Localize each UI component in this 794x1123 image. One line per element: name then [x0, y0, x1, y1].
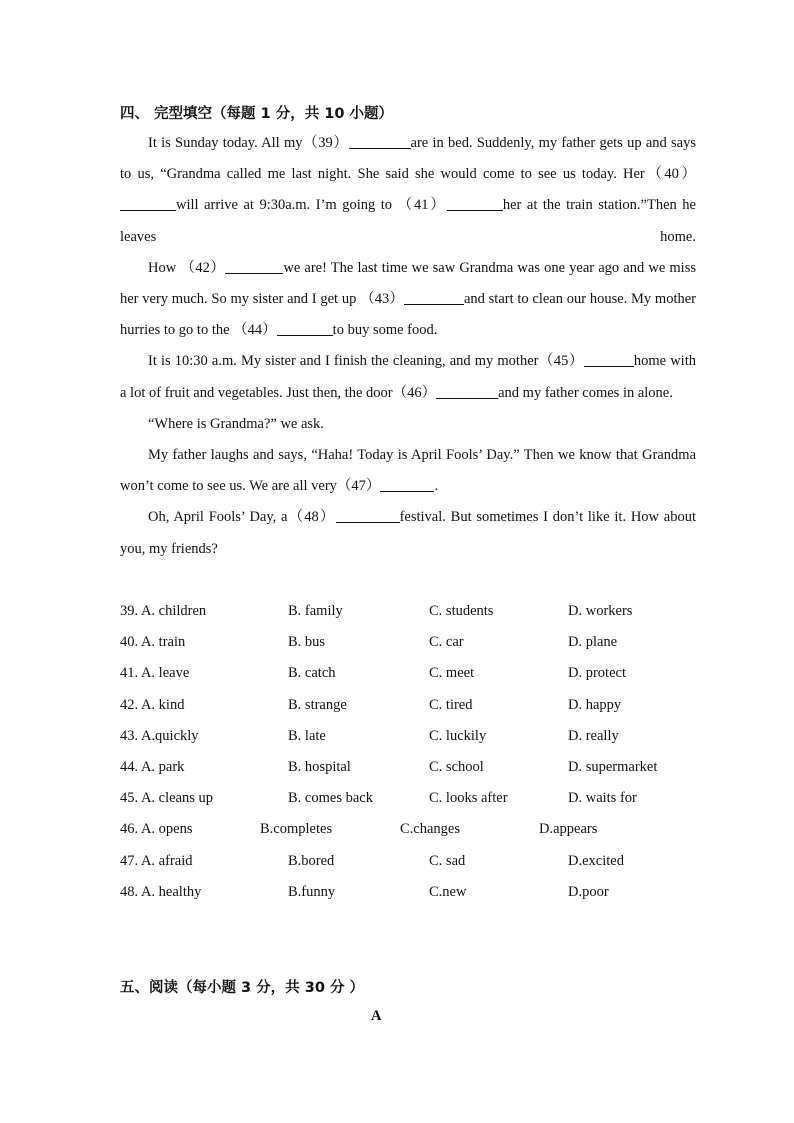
passage-text: her at the train station.”Then he leaves home. — [120, 197, 696, 245]
blank-41 — [447, 195, 503, 211]
passage-text: . — [434, 478, 439, 495]
option-b: B.completes — [260, 821, 333, 838]
option-d: D. protect — [568, 665, 626, 682]
option-b: B.bored — [288, 852, 335, 869]
option-c: C. looks after — [429, 790, 508, 807]
passage-text: It is 10:30 a.m. My sister and I finish the cleaning, and my mother（45） — [148, 353, 584, 370]
blank-43 — [404, 289, 464, 305]
option-d: D.appears — [539, 821, 598, 838]
option-d: D. waits for — [568, 790, 637, 807]
blank-45 — [584, 351, 634, 367]
blank-47 — [380, 476, 434, 492]
option-c: C. meet — [429, 665, 475, 682]
passage-text: It is Sunday today. All my（39） — [148, 135, 349, 151]
passage-text: How （42） — [148, 259, 226, 276]
option-c: C. car — [429, 634, 464, 651]
option-c: C. sad — [429, 852, 466, 869]
blank-39 — [349, 133, 411, 149]
question-row — [120, 815, 720, 846]
option-d: D. workers — [568, 603, 633, 619]
option-d: D.excited — [568, 852, 624, 869]
option-d: D. really — [568, 727, 619, 744]
section-five-heading: 五、阅读（每小题 3 分，共 30 分 ） — [120, 980, 365, 996]
passage-text: Oh, April Fools’ Day, a（48） — [148, 509, 336, 526]
section-four-heading: 四、 完型填空（每题 1 分，共 10 小题） — [120, 106, 394, 122]
passage-paragraph-2 — [120, 253, 696, 347]
option-b: B. hospital — [288, 758, 351, 775]
option-c: C. school — [429, 758, 484, 775]
option-a: 48. A. healthy — [120, 883, 202, 900]
option-d: D. plane — [568, 634, 618, 651]
option-b: B. comes back — [288, 790, 373, 807]
passage-paragraph-6 — [120, 502, 696, 564]
passage-text: festival. But sometimes I don’t like it. How about you, my friends? — [120, 509, 697, 557]
answer-options — [120, 597, 720, 909]
passage-text: and start to clean our house. My mother hurries to go to the （44） — [120, 291, 697, 339]
option-c: C. tired — [429, 696, 473, 713]
option-a: 41. A. leave — [120, 665, 190, 682]
question-row — [120, 847, 720, 878]
option-a: 42. A. kind — [120, 696, 185, 713]
option-c: C. students — [429, 603, 494, 619]
passage-text: My father laughs and says, “Haha! Today is April Fools’ Day.” Then we know that Grandma won’t come to see us. We are all very（47） — [120, 447, 696, 495]
option-b: B. bus — [288, 634, 326, 651]
passage-text: we are! The last time we saw Grandma was one year ago and we miss her very much. So my sister and I get up （43） — [120, 259, 696, 308]
option-c: C.new — [429, 883, 467, 900]
blank-48 — [336, 507, 400, 523]
blank-42 — [225, 258, 283, 274]
reading-passage-label: A — [371, 1008, 382, 1024]
option-a: 47. A. afraid — [120, 852, 193, 869]
question-row — [120, 784, 720, 815]
option-b: B. catch — [288, 665, 336, 682]
option-a: 43. A.quickly — [120, 727, 199, 744]
question-row — [120, 722, 720, 753]
option-d: D. happy — [568, 696, 622, 713]
option-d: D.poor — [568, 883, 609, 900]
blank-44 — [277, 320, 333, 336]
cloze-passage — [120, 128, 696, 565]
option-b: B. family — [288, 603, 343, 619]
blank-46 — [436, 382, 498, 398]
question-row — [120, 628, 720, 659]
question-row — [120, 878, 720, 909]
option-a: 46. A. opens — [120, 821, 193, 838]
blank-40 — [120, 195, 176, 211]
passage-text: are in bed. Suddenly, my father gets up and says to us, “Grandma called me last night. She said she would come to see us today. Her（40） — [120, 135, 697, 183]
option-a: 45. A. cleans up — [120, 790, 214, 807]
passage-text: home with a lot of fruit and vegetables. Just then, the door（46） — [120, 353, 696, 401]
option-a: 39. A. children — [120, 603, 207, 619]
question-row — [120, 659, 720, 690]
option-a: 44. A. park — [120, 758, 185, 775]
option-a: 40. A. train — [120, 634, 186, 651]
option-b: B.funny — [288, 883, 336, 900]
option-b: B. strange — [288, 696, 347, 713]
option-b: B. late — [288, 727, 326, 744]
passage-paragraph-5 — [120, 440, 696, 502]
option-c: C.changes — [400, 821, 460, 838]
question-row — [120, 597, 720, 628]
passage-paragraph-4: “Where is Grandma?” we ask. — [148, 415, 324, 432]
passage-paragraph-3 — [120, 346, 696, 408]
passage-paragraph-1 — [120, 128, 696, 253]
option-d: D. supermarket — [568, 758, 658, 775]
question-row — [120, 691, 720, 722]
passage-text: will arrive at 9:30a.m. I’m going to （41） — [176, 197, 447, 214]
question-row — [120, 753, 720, 784]
option-c: C. luckily — [429, 727, 487, 744]
passage-text: and my father comes in alone. — [498, 384, 673, 401]
passage-text: to buy some food. — [332, 322, 438, 339]
